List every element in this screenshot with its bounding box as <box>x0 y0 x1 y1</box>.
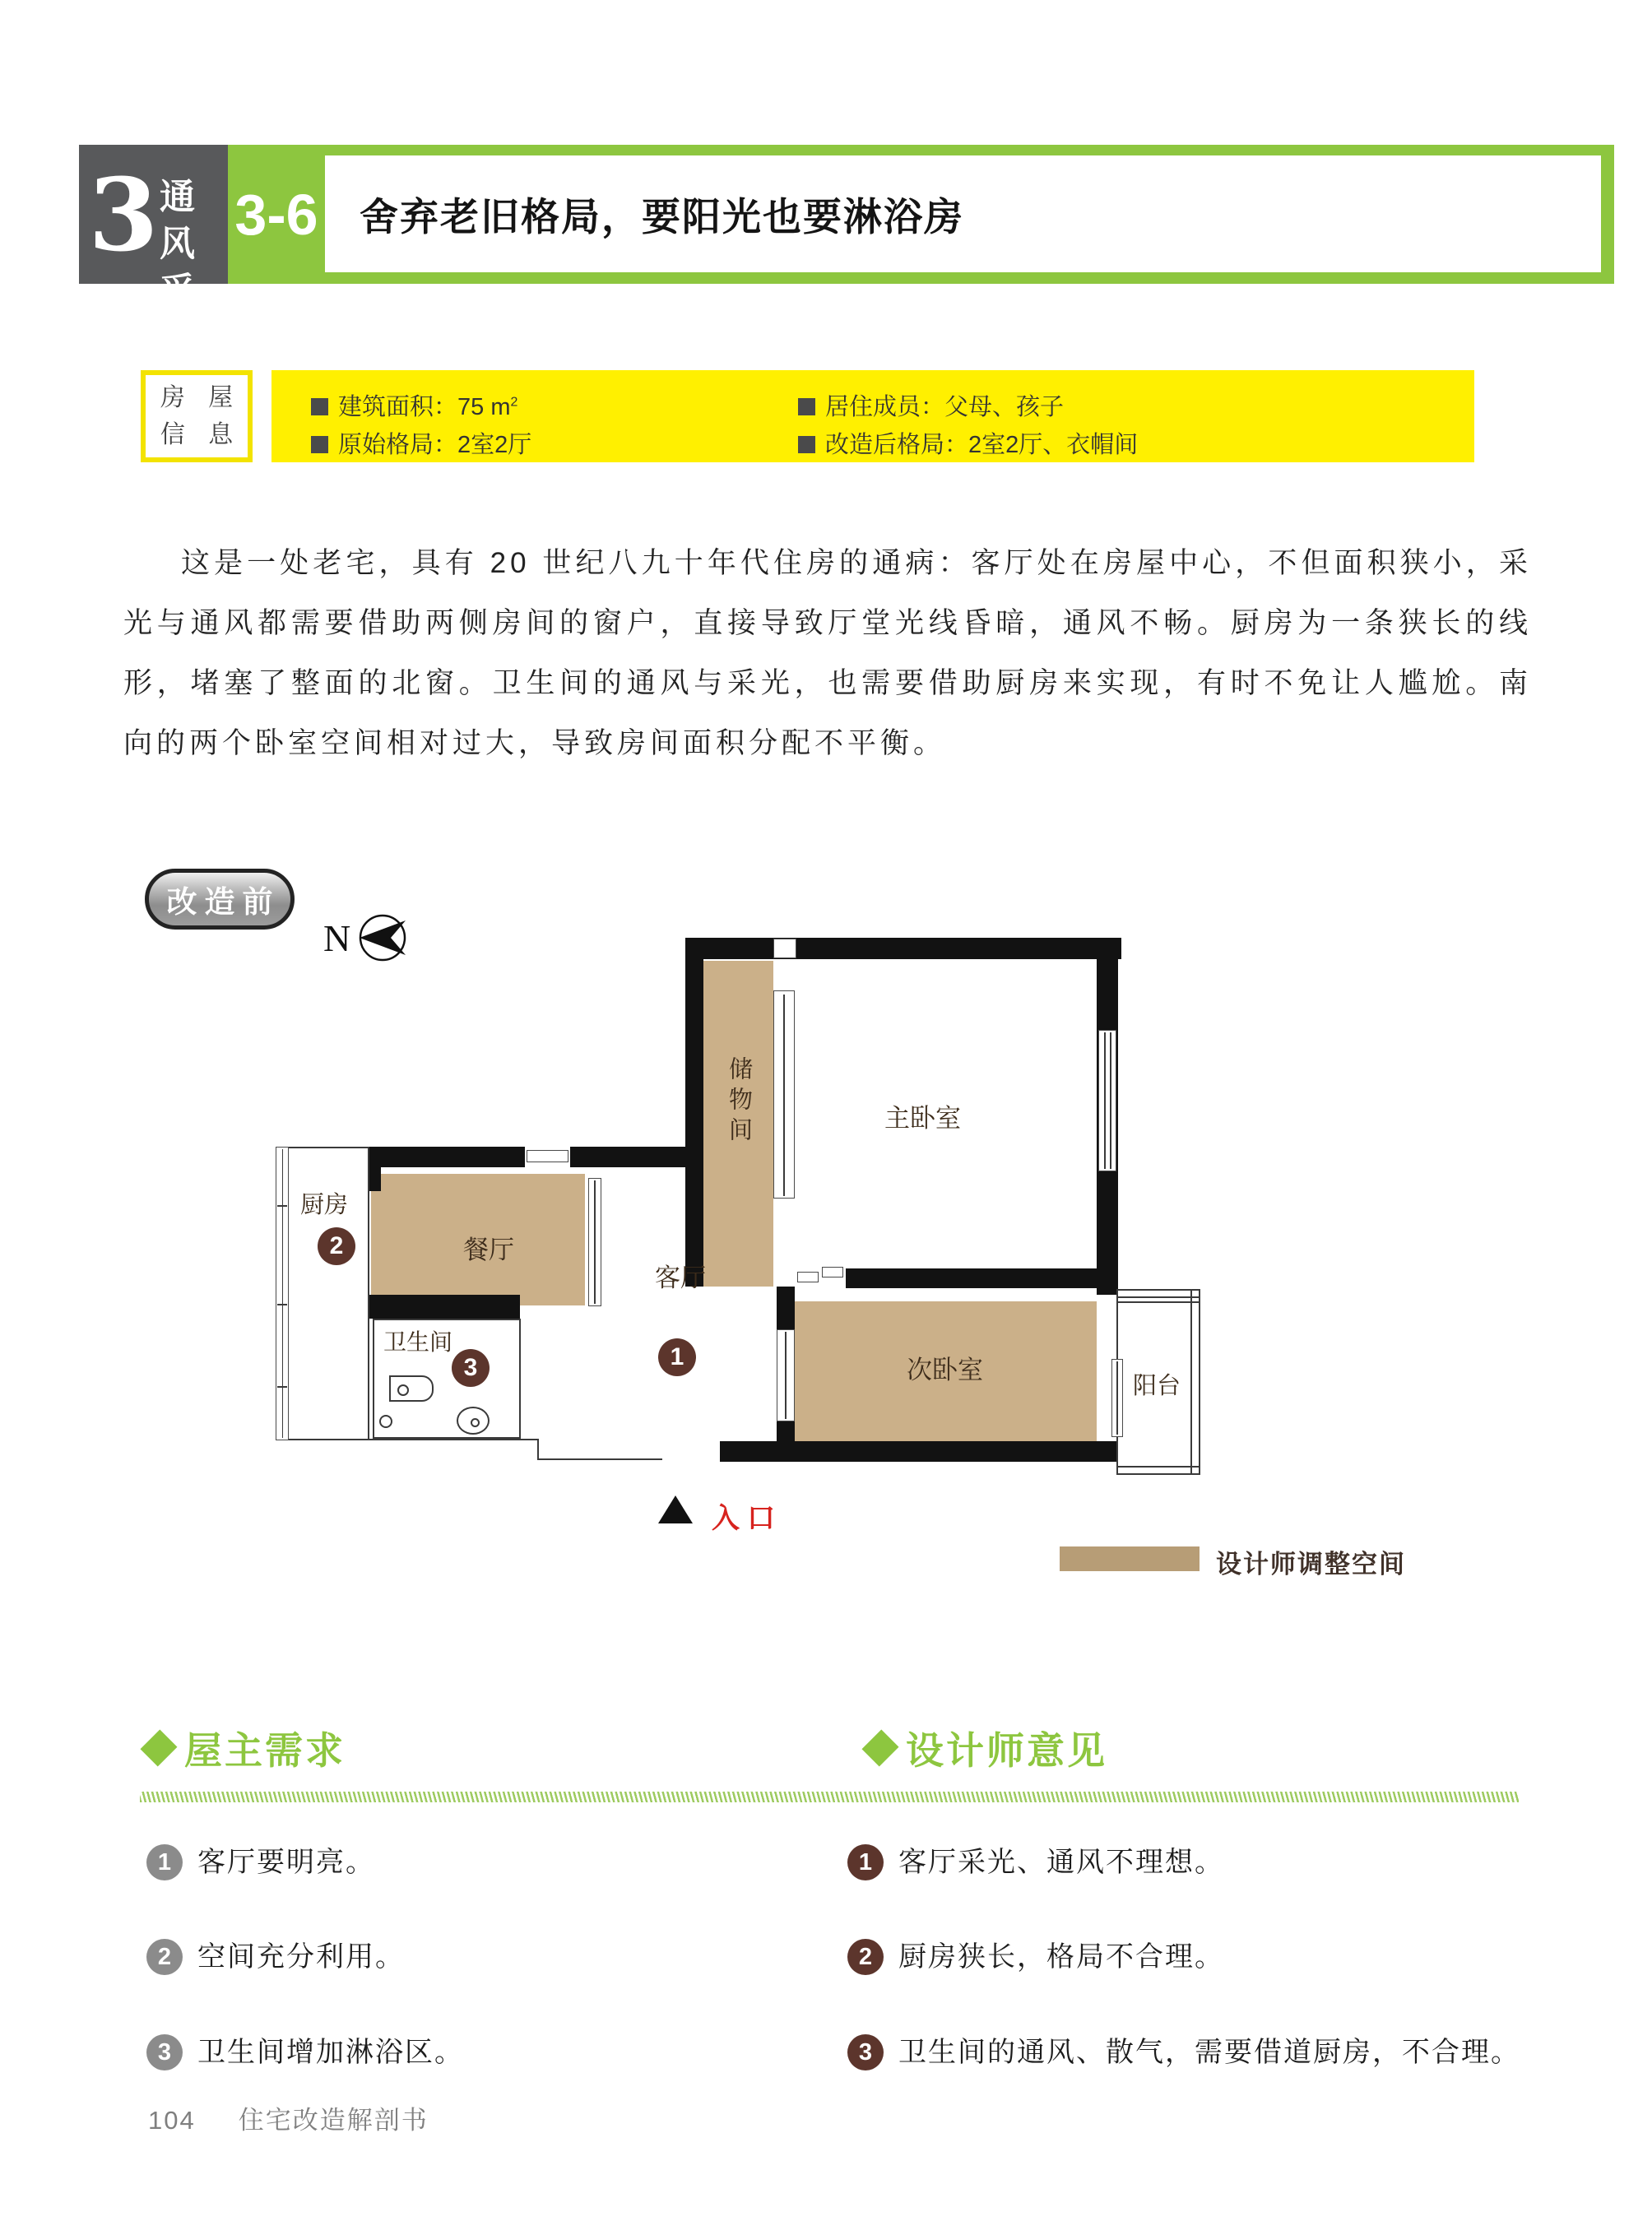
wall-segment <box>720 1441 1118 1462</box>
before-renovation-badge: 改造前 <box>145 869 295 930</box>
owner-need-1-text: 客厅要明亮。 <box>197 1847 375 1878</box>
door-leaf-symbol <box>797 1272 819 1282</box>
window-symbol <box>1098 1030 1116 1171</box>
designer-opinion-2-number: 2 <box>847 1939 884 1975</box>
boundary-line <box>290 1439 537 1440</box>
owner-need-2-text: 空间充分利用。 <box>197 1941 405 1973</box>
wall-segment <box>777 1421 795 1441</box>
designer-opinion-2-text: 厨房狭长，格局不合理。 <box>898 1941 1224 1973</box>
wall-segment <box>685 938 1121 959</box>
plan-marker-3: 3 <box>452 1349 490 1387</box>
room-label-kitchen: 厨房 <box>300 1192 349 1218</box>
owner-need-3-number: 3 <box>146 2034 183 2070</box>
legend-label: 设计师调整空间 <box>1216 1550 1406 1579</box>
info-item-members-text: 居住成员：父母、孩子 <box>825 394 1065 420</box>
room-label-master: 主卧室 <box>884 1104 961 1133</box>
window-symbol <box>276 1147 289 1440</box>
wall-segment <box>846 1268 1118 1288</box>
wall-segment <box>356 1147 525 1167</box>
room-label-secondary: 次卧室 <box>907 1356 983 1384</box>
section-title-band <box>325 145 1614 284</box>
info-item-area-text: 建筑面积：75 m <box>338 394 511 420</box>
bullet-square-icon <box>798 436 815 453</box>
area-superscript: 2 <box>510 395 518 410</box>
diamond-icon <box>141 1730 178 1767</box>
entrance-arrow-icon <box>658 1495 693 1523</box>
owner-need-3-text: 卫生间增加淋浴区。 <box>197 2037 464 2068</box>
info-item-new-layout-text: 改造后格局：2室2厅、衣帽间 <box>825 432 1139 458</box>
chapter-title <box>160 174 228 361</box>
owner-need-1-number: 1 <box>146 1844 183 1880</box>
bullet-square-icon <box>311 398 328 415</box>
designer-opinion-1-number: 1 <box>847 1844 884 1880</box>
info-item-original-layout-text: 原始格局：2室2厅 <box>338 432 532 458</box>
wall-segment <box>685 938 703 1287</box>
window-symbol <box>1111 1359 1123 1437</box>
intro-paragraph: 这是一处老宅，具有 20 世纪八九十年代住房的通病：客厅处在房屋中心，不但面积狭小，采光与通风都需要借助两侧房间的窗户，直接导致厅堂光线昏暗，通风不畅。厨房为一条狭长的线形，堵塞了整面的北窗。卫生间的通风与采光，也需要借助厨房来实现，有时不免让人尴尬。南向的两个卧室空间相对过大，导致房间面积分配不平衡。 <box>123 547 1532 759</box>
door-leaf-symbol <box>527 1150 568 1162</box>
bullet-square-icon <box>798 398 815 415</box>
compass-letter: N <box>323 917 351 959</box>
house-info-box <box>271 370 1474 462</box>
page-number: 104 <box>148 2106 196 2135</box>
toilet-icon <box>389 1375 434 1402</box>
owner-needs-heading-text: 屋主需求 <box>184 1729 346 1772</box>
section-title: 舍弃老旧格局，要阳光也要淋浴房 <box>360 194 964 239</box>
hatched-divider <box>140 1792 1519 1802</box>
info-item-members <box>798 388 1064 422</box>
door-knob-icon <box>379 1415 392 1428</box>
closet-door-symbol <box>773 990 795 1199</box>
legend-swatch <box>1060 1546 1200 1571</box>
bullet-square-icon <box>311 436 328 453</box>
boundary-line <box>539 1458 662 1460</box>
wall-segment <box>777 1287 795 1329</box>
door-leaf-symbol <box>822 1267 843 1277</box>
owner-needs-heading <box>146 1721 346 1775</box>
plan-marker-2: 2 <box>318 1227 355 1265</box>
house-info-label-line2: 信 息 <box>160 421 242 448</box>
house-info-label <box>141 370 253 462</box>
designer-opinions-heading <box>868 1721 1107 1775</box>
room-label-bath: 卫生间 <box>383 1330 453 1356</box>
chapter-number: 3 <box>88 155 159 274</box>
info-item-new-layout <box>798 426 1138 460</box>
designer-opinion-3-text: 卫生间的通风、散气，需要借道厨房，不合理。 <box>898 2037 1520 2068</box>
page-footer <box>148 2099 429 2136</box>
window-symbol <box>773 939 796 958</box>
wall-segment <box>355 1295 520 1319</box>
house-info-label-line1: 房 屋 <box>160 384 242 411</box>
book-title: 住宅改造解剖书 <box>238 2106 429 2135</box>
section-code-tab: 3-6 <box>228 145 325 284</box>
chapter-title-line1: 通风 <box>160 178 197 264</box>
chapter-block <box>79 145 228 358</box>
chapter-title-line2: 采光 <box>160 271 197 358</box>
room-label-living: 客厅 <box>655 1264 706 1292</box>
info-item-area <box>311 388 517 422</box>
floor-plan <box>274 915 1204 1546</box>
room-label-balcony: 阳台 <box>1133 1373 1181 1399</box>
designer-opinion-1-text: 客厅采光、通风不理想。 <box>898 1847 1224 1878</box>
sink-icon <box>457 1407 490 1435</box>
boundary-line <box>537 1439 539 1460</box>
room-label-dining: 餐厅 <box>463 1236 514 1264</box>
diamond-icon <box>862 1730 899 1767</box>
plan-marker-1: 1 <box>658 1338 696 1376</box>
designer-opinions-heading-text: 设计师意见 <box>906 1729 1107 1772</box>
entrance-label: 入口 <box>712 1504 782 1534</box>
info-item-original-layout <box>311 426 531 460</box>
owner-need-2-number: 2 <box>146 1939 183 1975</box>
wall-segment <box>570 1147 685 1167</box>
section-title-box <box>325 155 1601 272</box>
partition-window-symbol <box>588 1178 601 1306</box>
window-symbol <box>777 1329 795 1421</box>
designer-opinion-3-number: 3 <box>847 2034 884 2070</box>
room-label-storage: 储物间 <box>726 1056 752 1148</box>
